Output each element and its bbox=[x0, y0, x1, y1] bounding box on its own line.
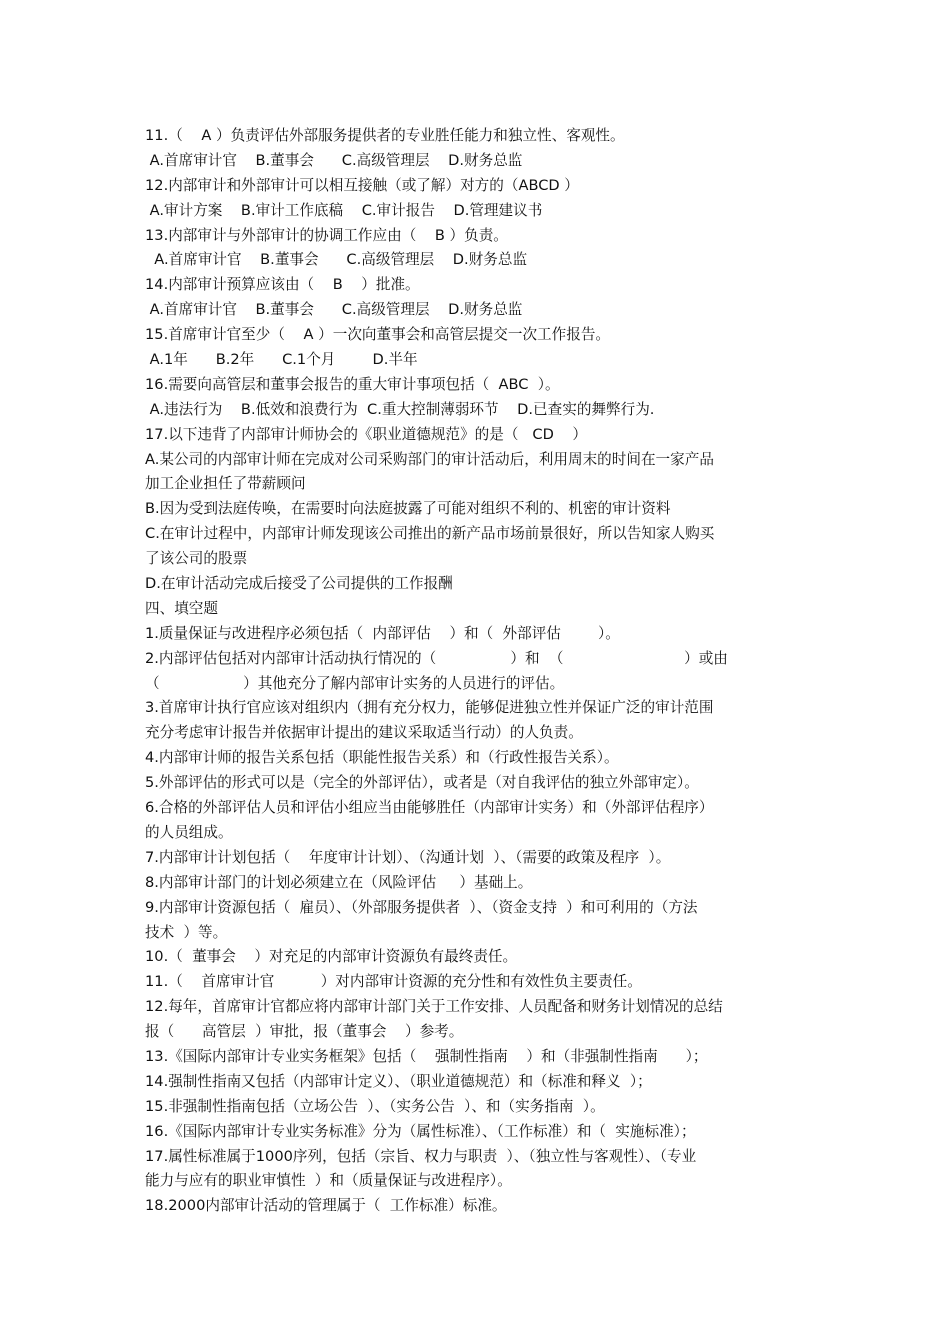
text-line: 加工企业担任了带薪顾问 bbox=[145, 475, 306, 493]
text-line: 15.首席审计官至少（ A ）一次向董事会和高管层提交一次工作报告。 bbox=[145, 326, 611, 344]
text-line: 8.内部审计部门的计划必须建立在（风险评估 ）基础上。 bbox=[145, 873, 533, 891]
document-body bbox=[145, 124, 805, 1219]
text-line: 2.内部评估包括对内部审计活动执行情况的（ ）和 （ ）或由 bbox=[145, 649, 728, 667]
text-line: 14.内部审计预算应该由（ B ）批准。 bbox=[145, 276, 420, 294]
text-line: （ ）其他充分了解内部审计实务的人员进行的评估。 bbox=[145, 674, 565, 692]
text-line: 17.以下违背了内部审计师协会的《职业道德规范》的是（ CD ） bbox=[145, 425, 587, 443]
text-line: C.在审计过程中，内部审计师发现该公司推出的新产品市场前景很好，所以告知家人购买 bbox=[145, 525, 715, 543]
text-line: 4.内部审计师的报告关系包括（职能性报告关系）和（行政性报告关系）。 bbox=[145, 749, 619, 767]
text-line: 12.每年，首席审计官都应将内部审计部门关于工作安排、人员配备和财务计划情况的总结 bbox=[145, 998, 723, 1016]
text-line: 技术 ）等。 bbox=[145, 923, 228, 941]
text-line: A.首席审计官 B.董事会 C.高级管理层 D.财务总监 bbox=[145, 301, 523, 319]
text-line: 5.外部评估的形式可以是（完全的外部评估），或者是（对自我评估的独立外部审定）。 bbox=[145, 774, 699, 792]
text-line: 11.（ A ）负责评估外部服务提供者的专业胜任能力和独立性、客观性。 bbox=[145, 127, 625, 144]
text-line: 1.质量保证与改进程序必须包括（ 内部评估 ）和（ 外部评估 ）。 bbox=[145, 624, 620, 642]
text-line: 13.内部审计与外部审计的协调工作应由（ B ）负责。 bbox=[145, 226, 508, 244]
text-line: 了该公司的股票 bbox=[145, 550, 248, 568]
text-line: 17.属性标准属于1000序列，包括（宗旨、权力与职责 ）、（独立性与客观性）、（专业 bbox=[145, 1147, 697, 1165]
text-line: 14.强制性指南又包括（内部审计定义）、（职业道德规范）和（标准和释义 ）； bbox=[145, 1072, 652, 1090]
text-line: 13.《国际内部审计专业实务框架》包括（ 强制性指南 ）和（非强制性指南 ）； bbox=[145, 1047, 708, 1065]
text-line: A.审计方案 B.审计工作底稿 C.审计报告 D.管理建议书 bbox=[145, 201, 543, 219]
text-line: 15.非强制性指南包括（立场公告 ）、（实务公告 ）、和（实务指南 ）。 bbox=[145, 1097, 605, 1115]
text-line: 7.内部审计计划包括（ 年度审计计划）、（沟通计划 ）、（需要的政策及程序 ）。 bbox=[145, 848, 671, 866]
text-line: 能力与应有的职业审慎性 ）和（质量保证与改进程序）。 bbox=[145, 1172, 512, 1190]
text-line: A.首席审计官 B.董事会 C.高级管理层 D.财务总监 bbox=[145, 151, 523, 169]
text-line: 报（ 高管层 ）审批，报（董事会 ）参考。 bbox=[145, 1023, 464, 1041]
text-line: 充分考虑审计报告并依据审计提出的建议采取适当行动）的人负责。 bbox=[145, 724, 583, 742]
text-line: D.在审计活动完成后接受了公司提供的工作报酬 bbox=[145, 575, 453, 593]
text-line: 12.内部审计和外部审计可以相互接触（或了解）对方的（ABCD ） bbox=[145, 176, 579, 194]
text-line: 16.需要向高管层和董事会报告的重大审计事项包括（ ABC ）。 bbox=[145, 375, 560, 393]
text-line: A.某公司的内部审计师在完成对公司采购部门的审计活动后，利用周末的时间在一家产品 bbox=[145, 450, 714, 468]
text-line: 10.（ 董事会 ）对充足的内部审计资源负有最终责任。 bbox=[145, 948, 518, 966]
text-line: 四、填空题 bbox=[145, 599, 218, 617]
text-line: A.首席审计官 B.董事会 C.高级管理层 D.财务总监 bbox=[145, 251, 528, 269]
text-line: 16.《国际内部审计专业实务标准》分为（属性标准）、（工作标准）和（ 实施标准）； bbox=[145, 1122, 696, 1140]
text-line: B.因为受到法庭传唤，在需要时向法庭披露了可能对组织不利的、机密的审计资料 bbox=[145, 500, 671, 518]
text-line: 6.合格的外部评估人员和评估小组应当由能够胜任（内部审计实务）和（外部评估程序） bbox=[145, 799, 714, 817]
text-line: A.违法行为 B.低效和浪费行为 C.重大控制薄弱环节 D.已查实的舞弊行为. bbox=[145, 400, 655, 418]
text-line: 3.首席审计执行官应该对组织内（拥有充分权力，能够促进独立性并保证广泛的审计范围 bbox=[145, 699, 714, 717]
text-line: 11.（ 首席审计官 ）对内部审计资源的充分性和有效性负主要责任。 bbox=[145, 973, 642, 991]
text-line: 18.2000内部审计活动的管理属于（ 工作标准）标准。 bbox=[145, 1197, 507, 1215]
text-line: 的人员组成。 bbox=[145, 823, 233, 841]
text-line: 9.内部审计资源包括（ 雇员）、（外部服务提供者 ）、（资金支持 ）和可利用的（方法 bbox=[145, 898, 698, 916]
text-line: A.1年 B.2年 C.1个月 D.半年 bbox=[145, 351, 418, 369]
